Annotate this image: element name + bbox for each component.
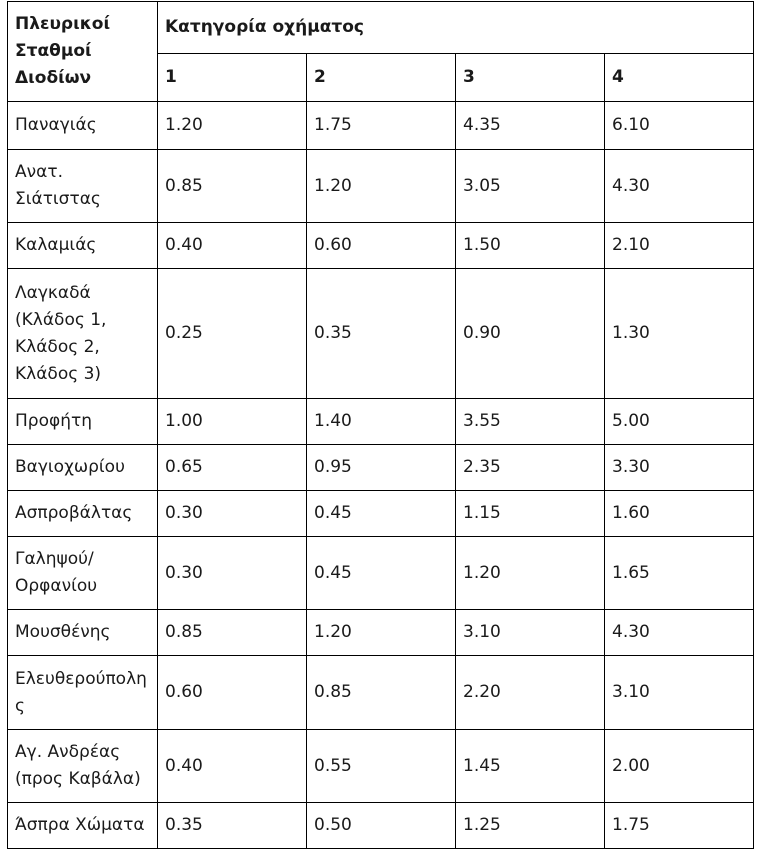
price-cell: 1.45 <box>456 730 605 803</box>
price-cell: 0.45 <box>307 537 456 610</box>
table-row <box>8 491 754 537</box>
price-cell: 0.40 <box>158 730 307 803</box>
price-cell: 3.05 <box>456 150 605 223</box>
price-cell: 0.95 <box>307 445 456 491</box>
station-cell: Προφήτη <box>8 399 158 445</box>
header-row-top <box>8 2 754 54</box>
category-column-header-1: 1 <box>158 53 307 102</box>
price-cell: 0.50 <box>307 803 456 849</box>
price-cell: 3.30 <box>605 445 754 491</box>
category-column-header-4: 4 <box>605 53 754 102</box>
category-column-header-2: 2 <box>307 53 456 102</box>
price-cell: 4.35 <box>456 102 605 150</box>
price-cell: 2.35 <box>456 445 605 491</box>
price-cell: 0.35 <box>307 269 456 399</box>
price-cell: 4.30 <box>605 610 754 656</box>
table-row <box>8 269 754 399</box>
table-row <box>8 150 754 223</box>
price-cell: 5.00 <box>605 399 754 445</box>
price-cell: 1.20 <box>158 102 307 150</box>
station-cell: Άσπρα Χώματα <box>8 803 158 849</box>
price-cell: 1.15 <box>456 491 605 537</box>
price-cell: 1.25 <box>456 803 605 849</box>
table-row <box>8 445 754 491</box>
price-cell: 6.10 <box>605 102 754 150</box>
price-cell: 1.50 <box>456 223 605 269</box>
station-cell: Λαγκαδά (Κλάδος 1, Κλάδος 2, Κλάδος 3) <box>8 269 158 399</box>
vehicle-category-header: Κατηγορία οχήματος <box>158 2 754 54</box>
price-cell: 1.75 <box>307 102 456 150</box>
price-cell: 1.20 <box>456 537 605 610</box>
price-cell: 1.40 <box>307 399 456 445</box>
price-cell: 0.60 <box>158 656 307 730</box>
station-cell: Καλαμιάς <box>8 223 158 269</box>
price-cell: 2.20 <box>456 656 605 730</box>
table-row <box>8 399 754 445</box>
price-cell: 3.10 <box>456 610 605 656</box>
price-cell: 0.25 <box>158 269 307 399</box>
category-column-header-3: 3 <box>456 53 605 102</box>
table-row <box>8 223 754 269</box>
price-cell: 0.45 <box>307 491 456 537</box>
document-page <box>0 1 780 835</box>
price-cell: 1.75 <box>605 803 754 849</box>
station-cell: Αγ. Ανδρέας (προς Καβάλα) <box>8 730 158 803</box>
price-cell: 3.10 <box>605 656 754 730</box>
price-cell: 4.30 <box>605 150 754 223</box>
price-cell: 0.55 <box>307 730 456 803</box>
price-cell: 3.55 <box>456 399 605 445</box>
station-cell: Βαγιοχωρίου <box>8 445 158 491</box>
price-cell: 0.30 <box>158 491 307 537</box>
table-row <box>8 102 754 150</box>
station-cell: Γαληψού/Ορφανίου <box>8 537 158 610</box>
price-cell: 1.20 <box>307 610 456 656</box>
price-cell: 0.85 <box>307 656 456 730</box>
stations-column-header: Πλευρικοί Σταθμοί Διοδίων <box>8 2 158 102</box>
price-cell: 2.10 <box>605 223 754 269</box>
price-cell: 1.65 <box>605 537 754 610</box>
table-row <box>8 730 754 803</box>
table-row <box>8 803 754 849</box>
price-cell: 0.60 <box>307 223 456 269</box>
toll-price-table <box>7 1 754 849</box>
price-cell: 0.35 <box>158 803 307 849</box>
price-cell: 0.40 <box>158 223 307 269</box>
price-cell: 0.90 <box>456 269 605 399</box>
station-cell: Ανατ. Σιάτιστας <box>8 150 158 223</box>
price-cell: 1.20 <box>307 150 456 223</box>
station-cell: Ελευθερούπολης <box>8 656 158 730</box>
table-row <box>8 610 754 656</box>
price-cell: 1.60 <box>605 491 754 537</box>
table-row <box>8 537 754 610</box>
price-cell: 0.85 <box>158 150 307 223</box>
price-cell: 0.85 <box>158 610 307 656</box>
price-cell: 1.30 <box>605 269 754 399</box>
table-row <box>8 656 754 730</box>
station-cell: Μουσθένης <box>8 610 158 656</box>
price-cell: 2.00 <box>605 730 754 803</box>
price-cell: 0.65 <box>158 445 307 491</box>
station-cell: Παναγιάς <box>8 102 158 150</box>
price-cell: 0.30 <box>158 537 307 610</box>
station-cell: Ασπροβάλτας <box>8 491 158 537</box>
price-cell: 1.00 <box>158 399 307 445</box>
